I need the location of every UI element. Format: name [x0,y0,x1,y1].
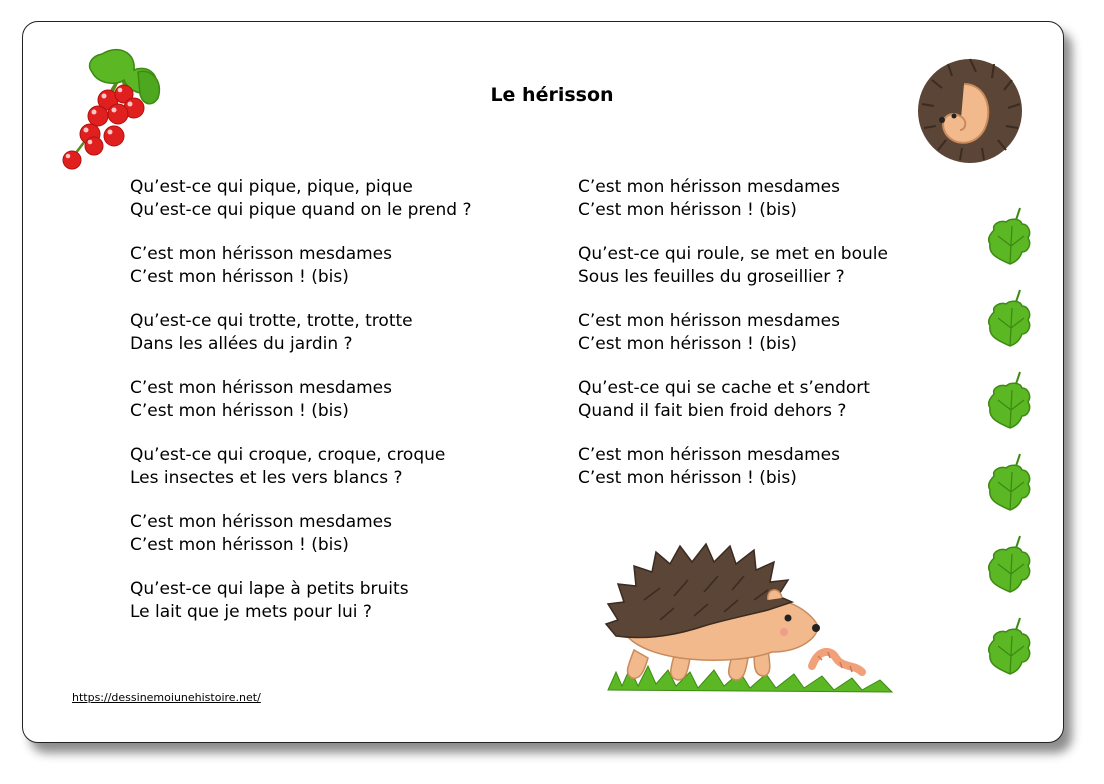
verse-line: Sous les feuilles du groseillier ? [578,266,845,287]
stanza [130,578,472,623]
verse-line: Qu’est-ce qui croque, croque, croque [130,445,446,465]
verse-line: C’est mon hérisson ! (bis) [130,534,349,555]
verse-line: C’est mon hérisson mesdames [578,177,840,197]
leaf-icon [986,452,1034,514]
verse-line: C’est mon hérisson ! (bis) [578,467,797,488]
verse-line: C’est mon hérisson ! (bis) [578,199,797,220]
stanza [578,377,888,422]
verse-line: Les insectes et les vers blancs ? [130,467,403,488]
verse-line: C’est mon hérisson mesdames [578,445,840,465]
verse-line: Dans les allées du jardin ? [130,333,353,354]
verse-line: Le lait que je mets pour lui ? [130,601,372,622]
verse-line: C’est mon hérisson mesdames [130,378,392,398]
stanza [130,511,472,556]
stanza [578,243,888,288]
verse-line: C’est mon hérisson ! (bis) [130,400,349,421]
left-column [130,176,472,645]
leaf-icon [986,370,1034,432]
hedgehog-with-worm-icon [604,540,896,700]
source-link[interactable]: https://dessinemoiunehistoire.net/ [72,691,261,704]
verse-line: Qu’est-ce qui pique quand on le prend ? [130,199,472,220]
verse-line: C’est mon hérisson ! (bis) [130,266,349,287]
page-title: Le hérisson [490,84,614,106]
red-currant-icon [58,46,170,172]
stanza [578,310,888,355]
verse-line: C’est mon hérisson mesdames [130,512,392,532]
leaf-icon [986,534,1034,596]
stanza [578,444,888,489]
verse-line: Qu’est-ce qui trotte, trotte, trotte [130,311,413,331]
leaf-icon [986,206,1034,268]
right-column [578,176,888,511]
leaf-icon [986,288,1034,350]
stanza [130,310,472,355]
stanza [130,243,472,288]
verse-line: C’est mon hérisson ! (bis) [578,333,797,354]
stanza [130,176,472,221]
leaf-icon [986,616,1034,678]
verse-line: Qu’est-ce qui roule, se met en boule [578,244,888,264]
verse-line: C’est mon hérisson mesdames [578,311,840,331]
verse-line: Qu’est-ce qui lape à petits bruits [130,579,409,599]
curled-hedgehog-icon [914,54,1026,168]
verse-line: Qu’est-ce qui pique, pique, pique [130,177,413,197]
verse-line: Quand il fait bien froid dehors ? [578,400,847,421]
stanza [130,444,472,489]
stanza [578,176,888,221]
verse-line: C’est mon hérisson mesdames [130,244,392,264]
verse-line: Qu’est-ce qui se cache et s’endort [578,378,870,398]
stanza [130,377,472,422]
